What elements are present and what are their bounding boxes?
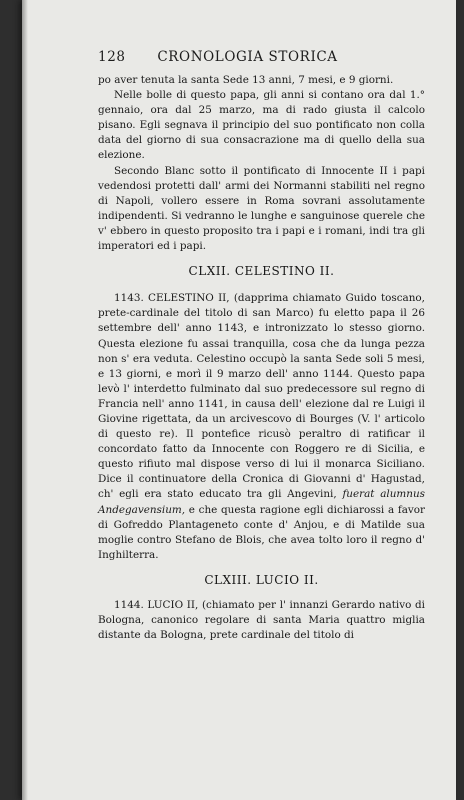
paragraph-blanc: Secondo Blanc sotto il pontificato di Innocente II i papi vedendosi protetti dall' armi dei Normanni stabiliti nel regno di Napoli, vollero essere in Roma sovrani assolutamente indipendenti. Si vedranno le lunghe e sanguinose querele che v' ebbero in questo proposito tra i papi e i romani, indi tra gli imperatori ed i papi. [98,164,425,253]
paragraph-lucio: 1144. LUCIO II, (chiamato per l' innanzi Gerardo nativo di Bologna, canonico regolare di santa Maria quattro miglia distante da Bologna, prete cardinale del titolo di [98,599,425,642]
paragraph-celestino [98,291,425,563]
latin-quote: fuerat alumnus Andegavensium, [98,488,426,516]
running-title: CRONOLOGIA STORICA [157,49,338,65]
section-heading-celestino: CLXII. CELESTINO II. [188,264,335,279]
text-body [98,73,425,643]
paragraph-celestino-text: 1143. CELESTINO II, (dapprima chiamato Guido toscano, prete-cardinale del titolo di san Marco) fu eletto papa il 26 settembre dell' anno 1143, e intronizzato lo stesso giorno. Questa elezione fu assai tranquilla, cosa che da lunga pezza non s' era veduta. Celestino occupò la santa Sede soli 5 mesi, e 13 giorni, e morì il 9 marzo dell' anno 1144. Questo papa levò l' interdetto fulminato dal suo predecessore sul regno di Francia nell' anno 1141, in causa dell' elezione dal re Luigi il Giovine rigettata, da un arcivescovo di Bourges (V. l' articolo di questo re). Il pontefice ricusò peraltro di ratificar il concordato fatto da Innocente con Roggero re di Sicilia, e questo rifiuto mal dispose verso di lui il monarca Siciliano. Dice il continuatore della Cronica di Giovanni d' Hagustad, ch' egli era stato educato tra gli Angevini, [98,292,425,501]
paragraph-continuation: po aver tenuta la santa Sede 13 anni, 7 mesi, e 9 giorni. [98,74,394,86]
page-gutter-shadow [22,0,28,800]
section-heading-lucio: CLXIII. LUCIO II. [204,572,319,587]
page-header [70,49,425,67]
page-number: 128 [98,49,126,65]
paragraph-bolle: Nelle bolle di questo papa, gli anni si contano ora dal 1.° gennaio, ora dal 25 marzo, ma di rado giusta il calcolo pisano. Egli segnava il principio del suo pontificato non colla data del giorno di sua consacrazione ma di quello della sua elezione. [98,89,425,162]
paragraph-celestino-end: e che questa ragione egli dichiarossi a favor di Gofreddo Plantageneto conte d' Anjou, e di Matilde sua moglie contro Stefano de Blois, che avea tolto loro il regno d' Inghilterra. [98,503,425,561]
